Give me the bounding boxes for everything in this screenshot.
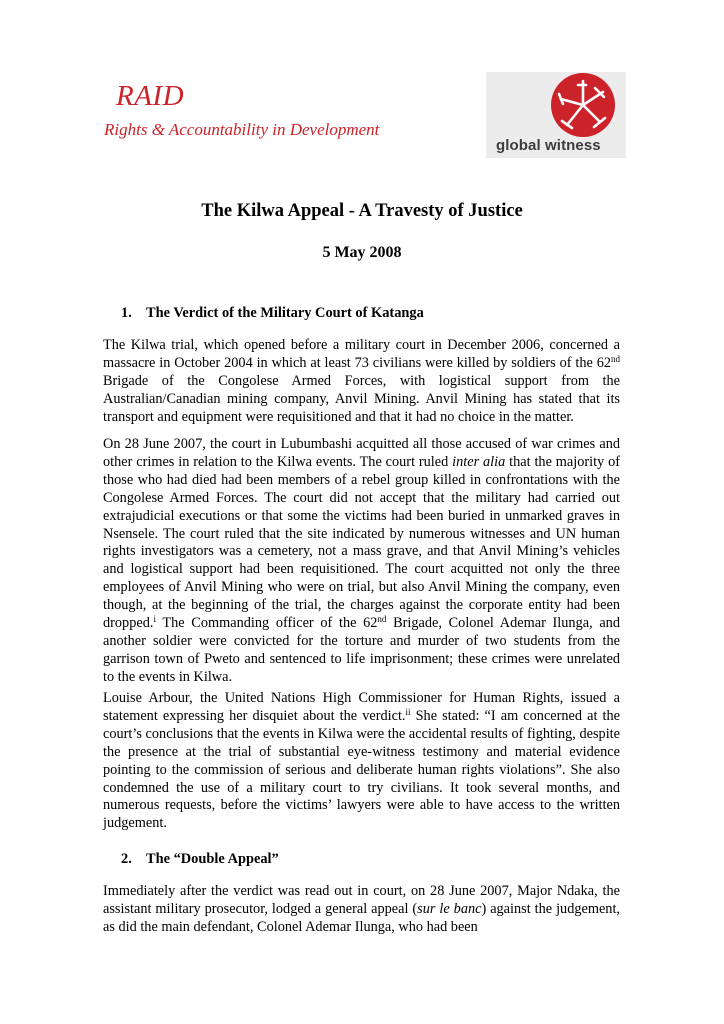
global-witness-logo-text: global witness [496, 137, 601, 154]
section-1-paragraph-1: The Kilwa trial, which opened before a military court in December 2006, concerned a massacre in October 2004 in which at least 73 civilians were killed by soldiers of the 62nd Brigade of the Congolese Armed Forces, with logistical support from the Australian/Canadian mining company, Anvil Mining. Anvil Mining has stated that its transport and equipment were requisitioned and that it had no choice in the matter. [103, 337, 620, 425]
section-2-title: The “Double Appeal” [146, 851, 279, 867]
section-2-heading [121, 852, 279, 866]
footnote-marker-i: i [153, 614, 156, 625]
document-date: 5 May 2008 [322, 244, 402, 261]
section-1-number: 1. [121, 305, 132, 321]
raid-logo-subtitle: Rights & Accountability in Development [104, 120, 380, 139]
section-2-paragraph-1: Immediately after the verdict was read out in court, on 28 June 2007, Major Ndaka, the assistant military prosecutor, lodged a general appeal (sur le banc) against the judgement, as did the main defendant, Colonel Ademar Ilunga, who had been [103, 883, 620, 935]
raid-logo-name: RAID [116, 80, 185, 112]
section-2-number: 2. [121, 851, 132, 867]
section-1-title: The Verdict of the Military Court of Katanga [146, 305, 424, 321]
ordinal-superscript: nd [611, 353, 620, 364]
section-1-paragraph-2: On 28 June 2007, the court in Lubumbashi acquitted all those accused of war crimes and other crimes in relation to the Kilwa events. The court ruled inter alia that the majority of those who had died had been members of a rebel group killed in confrontations with the Congolese Armed Forces. The court did not accept that the military had carried out extrajudicial executions or that some the victims had been buried in unmarked graves in Nsensele. The court ruled that the site indicated by numerous witnesses and UN human rights investigators was a cemetery, not a mass grave, and that Anvil Mining’s vehicles and logistical support had been requisitioned. The court acquitted not only the three employees of Anvil Mining who were on trial, but also Anvil Mining the company, even though, at the beginning of the trial, the charges against the corporate entity had been dropped.$^i$ The Commanding officer of the 62nd Brigade, Colonel Ademar Ilunga, and another soldier were convicted for the torture and murder of two students from the garrison town of Pweto and sentenced to life imprisonment; these crimes were unrelated to the events in Kilwa. [103, 436, 621, 685]
footnote-marker-ii: ii [405, 706, 411, 717]
document-title: The Kilwa Appeal - A Travesty of Justice [201, 201, 523, 221]
global-witness-logo-icon [550, 72, 616, 138]
section-1-heading [121, 306, 424, 320]
section-1-paragraph-3: Louise Arbour, the United Nations High Commissioner for Human Rights, issued a statement expressing her disquiet about the verdict.$^{ii}$ She stated: “I am concerned at the court’s conclusions that the events in Kilwa were the accidental results of fighting, despite the presence at the trial of substantial eye-witness testimony and material evidence pointing to the commission of serious and deliberate human rights violations”. She also condemned the use of a military court to try civilians. It took several months, and numerous requests, before the victims’ lawyers were able to have access to the written judgement. [103, 690, 620, 832]
ordinal-superscript: nd [377, 614, 387, 625]
